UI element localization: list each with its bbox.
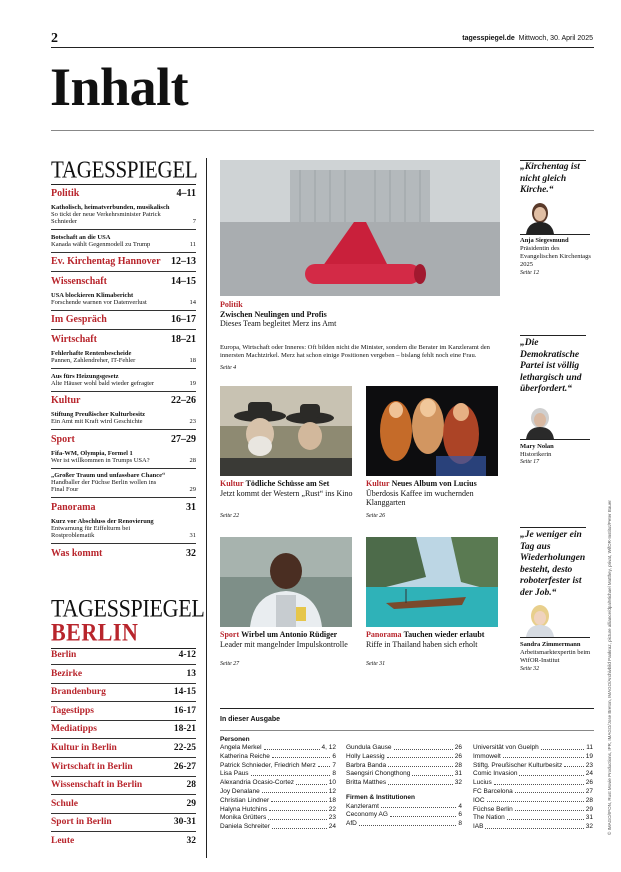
index-entry[interactable]: IAB 32: [473, 823, 593, 831]
index-heading: In dieser Ausgabe: [220, 716, 281, 723]
index-entry[interactable]: Patrick Schnieder, Friedrich Merz 7: [220, 761, 336, 769]
issue-date: Mittwoch, 30. April 2025: [518, 35, 593, 42]
index-entry[interactable]: Barbra Banda 28: [346, 761, 462, 769]
index-rule: [220, 708, 594, 709]
avatar-rule: [520, 439, 590, 440]
index-entry[interactable]: Halyna Hutchins 22: [220, 805, 336, 813]
index-entry[interactable]: AfD 8: [346, 820, 462, 828]
article-title[interactable]: Botschaft an die USA: [51, 233, 111, 241]
section-wirtschaft[interactable]: Wirtschaft 18–21: [51, 333, 196, 345]
article-desc: Forschende warnen vor Datenverlust 14: [51, 298, 196, 306]
article-desc: Handballer der Füchse Berlin wollen ins Final Four 29: [51, 479, 196, 494]
tagesspiegel-logo: TAGESSPIEGEL: [51, 155, 198, 184]
persons-heading: Personen: [220, 736, 250, 743]
page-number: 2: [51, 31, 58, 46]
avatar: [520, 200, 560, 234]
index-entry[interactable]: Universität von Guelph 11: [473, 744, 593, 751]
divider: [51, 683, 196, 684]
tagesspiegel-berlin-logo-top: TAGESSPIEGEL: [51, 593, 205, 623]
quote-author: Anja Siegesmund: [520, 237, 569, 244]
divider: [51, 813, 196, 814]
berlin-row[interactable]: Wirtschaft in Berlin 26-27: [51, 761, 196, 772]
index-entry[interactable]: Christian Lindner 18: [220, 796, 336, 804]
index-col-3: [473, 745, 593, 831]
index-entry[interactable]: Gundula Gause 26: [346, 744, 462, 751]
kultur1-page: Seite 22: [220, 513, 240, 519]
divider: [51, 391, 196, 392]
avatar-rule: [520, 234, 590, 235]
divider: [51, 720, 196, 721]
berlin-row[interactable]: Berlin 4-12: [51, 650, 196, 660]
berlin-row[interactable]: Schule 29: [51, 798, 196, 809]
sport-ruediger-image[interactable]: [220, 537, 352, 627]
photo-credit: © IMAGO/IPON, Rust Movie Productions, IPR, IMAGO/Jose Breton, IMAGO/Archivbild Pankraz, picture alliance/dpa/Michael Matthey, privat, WifOR-Institut/Peter Bauer: [607, 500, 612, 835]
site-name: tagesspiegel.de: [462, 35, 515, 42]
avatar: [520, 603, 560, 637]
berlin-row[interactable]: Tagestipps 16-17: [51, 705, 196, 716]
article-title[interactable]: Fifa-WM, Olympia, Formel 1: [51, 449, 133, 457]
divider: [51, 794, 196, 795]
section-was-kommt[interactable]: Was kommt 32: [51, 547, 196, 559]
divider: [51, 757, 196, 758]
divider: [51, 831, 196, 832]
divider: [51, 229, 196, 230]
avatar-rule: [520, 637, 590, 638]
section-im-gespraech[interactable]: Im Gespräch 16–17: [51, 314, 196, 326]
index-entry[interactable]: Monika Grütters 23: [220, 814, 336, 822]
kultur1-teaser[interactable]: Kultur Tödliche Schüsse am Set Jetzt kommt der Western „Rust“ ins Kino: [220, 479, 353, 498]
index-entry[interactable]: The Nation 31: [473, 814, 593, 822]
article-desc: Alte Häuser wohl bald wieder gefragter 19: [51, 379, 196, 387]
berlin-row[interactable]: Wissenschaft in Berlin 28: [51, 780, 196, 791]
quote-rule: [520, 335, 586, 336]
divider: [51, 271, 196, 272]
section-panorama[interactable]: Panorama 31: [51, 501, 196, 513]
kultur2-page: Seite 26: [366, 513, 386, 519]
index-entry[interactable]: Lisa Paus 8: [220, 770, 336, 778]
kultur-western-image[interactable]: [220, 386, 352, 476]
quote-author: Sandra Zimmermann: [520, 641, 581, 648]
article-title[interactable]: Fehlerhafte Rentenbescheide: [51, 349, 132, 357]
header-meta: [462, 35, 593, 42]
index-entry[interactable]: Angela Merkel 4, 12: [220, 744, 336, 751]
berlin-row[interactable]: Kultur in Berlin 22-25: [51, 742, 196, 753]
logo-rule: [51, 184, 196, 185]
main-teaser-body: Europa, Wirtschaft oder Inneres: Oft bilden nicht die Minister, sondern die Berater im Kanzleramt den innersten Machtzirkel. Merz hat schon einige Positionen vergeben – bislang fehlt noch eine Frau.: [220, 344, 490, 359]
index-entry[interactable]: Saengsiri Chongthong 31: [346, 770, 462, 778]
quote-author: Mary Nolan: [520, 443, 554, 450]
article-desc: Entwarnung für Eiffelturm bei Rostproblematik 31: [51, 524, 196, 539]
index-entry[interactable]: FC Barcelona 27: [473, 787, 593, 795]
divider: [51, 468, 196, 469]
article-title[interactable]: Kurz vor Abschluss der Renovierung: [51, 517, 154, 525]
index-col-2: [346, 745, 462, 828]
divider: [51, 776, 196, 777]
divider: [51, 429, 196, 430]
article-title[interactable]: USA blockieren Klimabericht: [51, 291, 134, 299]
article-title[interactable]: Stiftung Preußischer Kulturbesitz: [51, 411, 146, 419]
section-sport[interactable]: Sport 27–29: [51, 433, 196, 445]
quote-page: Seite 17: [520, 459, 540, 465]
index-entry[interactable]: Kanzleramt 4: [346, 802, 462, 810]
main-teaser-image[interactable]: [220, 160, 500, 296]
sport-teaser[interactable]: Sport Wirbel um Antonio Rüdiger Leader mit mangelnder Impulskontrolle: [220, 630, 348, 649]
article-desc: So tickt der neue Verkehrsminister Patrick Schnieder 7: [51, 211, 196, 225]
divider: [51, 329, 196, 330]
avatar: [520, 405, 560, 439]
berlin-logo-rule: [51, 648, 196, 649]
panorama-thailand-image[interactable]: [366, 537, 498, 627]
title-rule: [51, 130, 594, 131]
berlin-row[interactable]: Mediatipps 18-21: [51, 724, 196, 735]
section-kirchentag[interactable]: Ev. Kirchentag Hannover 12–13: [51, 256, 196, 268]
divider: [51, 543, 196, 544]
portrait-icon: [520, 200, 560, 234]
kultur2-teaser[interactable]: Kultur Neues Album von Lucius Überdosis Kaffee im wuchernden Klanggarten: [366, 479, 477, 508]
berlin-row[interactable]: Leute 32: [51, 835, 196, 846]
panorama-teaser[interactable]: Panorama Tauchen wieder erlaubt Riffe in Thailand haben sich erholt: [366, 630, 485, 649]
index-entry[interactable]: Daniela Schreiter 24: [220, 823, 336, 831]
divider: [51, 368, 196, 369]
quote-rule: [520, 527, 586, 528]
quote-page: Seite 32: [520, 666, 540, 672]
quote-zimmermann: „Je weniger ein Tag aus Wiederholungen besteht, desto roboterfester ist der Job.“: [520, 530, 586, 598]
quote-siegesmund: „Kirchentag ist nicht gleich Kirche.“: [520, 162, 580, 196]
portrait-icon: [520, 603, 560, 637]
quote-role: Arbeitsmarktexpertin beim WifOR-Institut: [520, 649, 591, 664]
article-desc: Ein Amt mit Kraft wird Geschichte 23: [51, 418, 196, 426]
kultur-lucius-image[interactable]: [366, 386, 498, 476]
index-entry[interactable]: Füchse Berlin 29: [473, 805, 593, 813]
divider: [51, 252, 196, 253]
article-title[interactable]: „Großer Traum und unfassbare Chance“: [51, 472, 166, 480]
quote-role: Historikerin: [520, 451, 552, 458]
section-politik[interactable]: Politik 4–11: [51, 188, 196, 199]
panorama-page: Seite 31: [366, 661, 386, 667]
firms-heading: Firmen & Institutionen: [346, 793, 415, 801]
index-entry[interactable]: Joy Denalane 12: [220, 787, 336, 795]
index-subrule: [220, 730, 594, 731]
berlin-row[interactable]: Brandenburg 14-15: [51, 687, 196, 698]
sport-page: Seite 27: [220, 661, 240, 667]
quote-nolan: „Die Demokratische Partei ist völlig lethargisch und überfordert.“: [520, 338, 582, 395]
section-list: [51, 188, 196, 559]
index-entry[interactable]: Britta Matthes 32: [346, 779, 462, 787]
article-desc: Kanada wählt Gegenmodell zu Trump 11: [51, 240, 196, 248]
quote-rule: [520, 160, 586, 161]
index-entry[interactable]: Alexandria Ocasio-Cortez 10: [220, 779, 336, 787]
tagesspiegel-berlin-logo-bottom: BERLIN: [51, 617, 139, 647]
header-rule: [51, 47, 594, 48]
red-carpet-illustration: [220, 160, 500, 296]
index-entry[interactable]: Immowelt 19: [473, 752, 593, 760]
berlin-row[interactable]: Bezirke 13: [51, 668, 196, 679]
portrait-icon: [520, 405, 560, 439]
index-col-1: [220, 745, 336, 831]
berlin-list: [51, 650, 196, 846]
index-entry[interactable]: Comic Invasion 24: [473, 770, 593, 778]
divider: [51, 664, 196, 665]
index-entry[interactable]: Katherina Reiche 6: [220, 752, 336, 760]
article-title[interactable]: Katholisch, heimatverbunden, musikalisch: [51, 204, 170, 211]
page-title: Inhalt: [50, 57, 189, 117]
article-title[interactable]: Aus fürs Heizungsgesetz: [51, 372, 119, 380]
section-wissenschaft[interactable]: Wissenschaft 14–15: [51, 275, 196, 287]
index-entry[interactable]: Ceconomy AG 6: [346, 811, 462, 819]
quote-page: Seite 12: [520, 270, 540, 276]
index-entry[interactable]: Holly Laessig 26: [346, 752, 462, 760]
section-kultur[interactable]: Kultur 22–26: [51, 395, 196, 407]
divider: [51, 738, 196, 739]
main-teaser-page: Seite 4: [220, 365, 237, 371]
index-entry[interactable]: IOC 28: [473, 796, 593, 804]
index-entry[interactable]: Stiftg. Preußischer Kulturbesitz 23: [473, 761, 593, 769]
main-teaser-headline[interactable]: Politik Zwischen Neulingen und Profis Dieses Team begleitet Merz ins Amt: [220, 300, 337, 329]
column-divider: [206, 158, 207, 858]
article-desc: Wer ist willkommen in Trumps USA? 28: [51, 456, 196, 464]
divider: [51, 310, 196, 311]
divider: [51, 497, 196, 498]
quote-role: Präsidentin des Evangelischen Kirchentags 2025: [520, 245, 591, 268]
divider: [51, 701, 196, 702]
index-entry[interactable]: Lucius 26: [473, 779, 593, 787]
article-desc: Pannen, Zahlendreher, IT-Fehler 18: [51, 356, 196, 364]
berlin-row[interactable]: Sport in Berlin 30-31: [51, 817, 196, 828]
